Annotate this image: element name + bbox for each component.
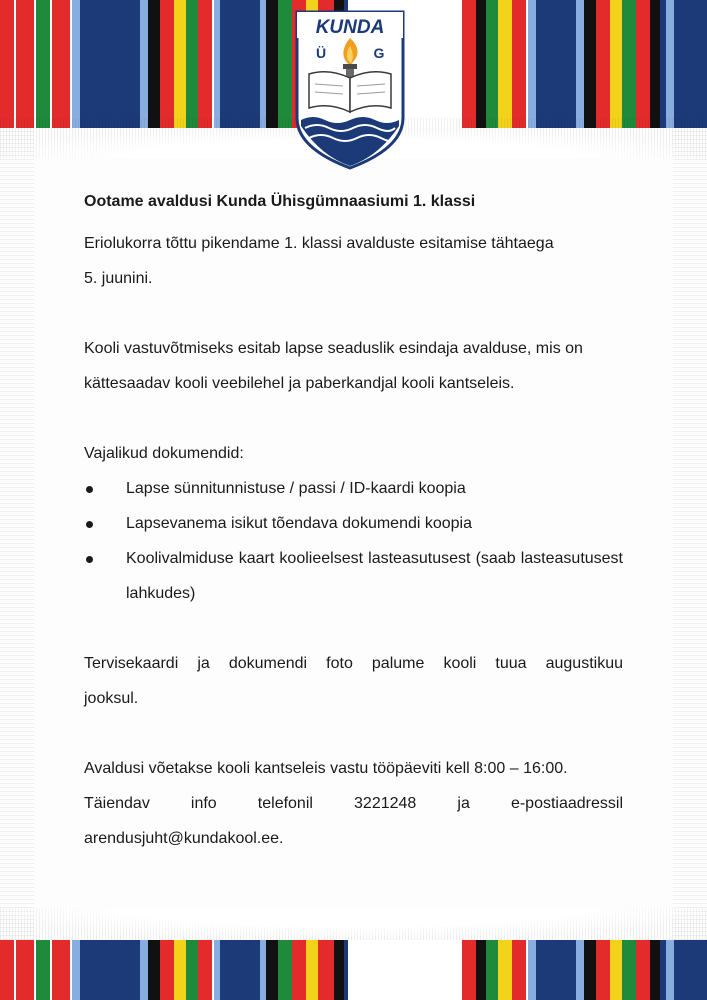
bottom-stripe-border bbox=[0, 940, 707, 1000]
stripe bbox=[160, 0, 174, 128]
stripe bbox=[0, 940, 14, 1000]
intro-line-2: 5. juunini. bbox=[84, 270, 153, 287]
stripe bbox=[80, 940, 140, 1000]
water-waves-icon bbox=[301, 117, 399, 166]
school-crest-logo bbox=[293, 8, 407, 170]
stripe bbox=[36, 940, 50, 1000]
stripe bbox=[636, 0, 650, 128]
list-item-text: Lapsevanema isikut tõendava dokumendi koopia bbox=[126, 515, 473, 532]
stripe bbox=[536, 0, 576, 128]
stripe bbox=[36, 0, 50, 128]
intro-line-1: Eriolukorra tõttu pikendame 1. klassi avalduste esitamise tähtaega bbox=[84, 235, 554, 252]
stripe bbox=[80, 0, 140, 128]
stripe bbox=[650, 0, 660, 128]
stripe bbox=[536, 940, 576, 1000]
intro-paragraph bbox=[84, 226, 623, 296]
health-paragraph bbox=[84, 646, 623, 716]
right-speckle-edge bbox=[673, 130, 707, 940]
crest-letter-u: Ü bbox=[315, 45, 327, 61]
stripe bbox=[462, 940, 476, 1000]
stripe bbox=[266, 0, 278, 128]
admission-paragraph bbox=[84, 331, 623, 401]
stripe bbox=[674, 0, 707, 128]
list-item-text: Koolivalmiduse kaart koolieelsest lasteasutusest (saab lasteasutusest lahkudes) bbox=[126, 550, 623, 602]
admission-line-2: kättesaadav kooli veebilehel ja paberkandjal kooli kantseleis. bbox=[84, 375, 515, 392]
stripe bbox=[622, 0, 636, 128]
stripe bbox=[52, 940, 70, 1000]
stripe bbox=[72, 0, 80, 128]
contact-line-1: Avaldusi võetakse kooli kantseleis vastu tööpäeviti kell 8:00 – 16:00. bbox=[84, 760, 568, 777]
stripe bbox=[622, 940, 636, 1000]
documents-list bbox=[84, 471, 623, 611]
stripe bbox=[174, 0, 186, 128]
list-item bbox=[84, 541, 623, 611]
announcement-body bbox=[84, 190, 623, 856]
health-line-1: Tervisekaardi ja dokumendi foto palume kooli tuua augustikuu bbox=[84, 655, 623, 672]
crest-name: KUNDA bbox=[315, 17, 385, 38]
contact-paragraph bbox=[84, 751, 623, 856]
bullet-icon bbox=[86, 486, 93, 493]
stripe bbox=[462, 0, 476, 128]
stripe bbox=[528, 940, 536, 1000]
health-line-2: jooksul. bbox=[84, 690, 139, 707]
stripe bbox=[596, 940, 610, 1000]
admission-line-1: Kooli vastuvõtmiseks esitab lapse seaduslik esindaja avalduse, mis on bbox=[84, 340, 583, 357]
stripe bbox=[220, 940, 260, 1000]
stripe bbox=[220, 0, 260, 128]
stripe bbox=[278, 940, 292, 1000]
stripe bbox=[476, 940, 486, 1000]
stripe bbox=[610, 0, 622, 128]
stripe bbox=[306, 940, 318, 1000]
stripe bbox=[666, 0, 674, 128]
stripe bbox=[476, 0, 486, 128]
stripe bbox=[292, 940, 306, 1000]
documents-heading: Vajalikud dokumendid: bbox=[84, 445, 244, 462]
stripe bbox=[498, 940, 512, 1000]
stripe bbox=[348, 940, 462, 1000]
stripe bbox=[584, 940, 596, 1000]
crest-letter-g: G bbox=[373, 45, 385, 61]
stripe bbox=[72, 940, 80, 1000]
stripe bbox=[528, 0, 536, 128]
stripe bbox=[498, 0, 512, 128]
stripe bbox=[160, 940, 174, 1000]
list-item bbox=[84, 471, 623, 506]
stripe bbox=[636, 940, 650, 1000]
page-title: Ootame avaldusi Kunda Ühisgümnaasiumi 1. klassi bbox=[84, 193, 476, 210]
contact-line-2: Täiendav info telefonil 3221248 ja e-postiaadressil bbox=[84, 795, 623, 812]
stripe bbox=[512, 940, 526, 1000]
stripe bbox=[186, 940, 198, 1000]
bullet-icon bbox=[86, 521, 93, 528]
stripe bbox=[16, 0, 34, 128]
stripe bbox=[486, 940, 498, 1000]
stripe bbox=[198, 940, 212, 1000]
stripe bbox=[596, 0, 610, 128]
stripe bbox=[674, 940, 707, 1000]
stripe bbox=[576, 0, 584, 128]
stripe bbox=[140, 0, 148, 128]
stripe bbox=[334, 940, 344, 1000]
stripe bbox=[16, 940, 34, 1000]
stripe bbox=[318, 940, 334, 1000]
stripe bbox=[666, 940, 674, 1000]
stripe bbox=[0, 0, 14, 128]
open-book-icon bbox=[309, 72, 391, 112]
stripe bbox=[576, 940, 584, 1000]
stripe bbox=[148, 0, 160, 128]
stripe bbox=[198, 0, 212, 128]
stripe bbox=[512, 0, 526, 128]
stripe bbox=[650, 940, 660, 1000]
stripe bbox=[584, 0, 596, 128]
stripe bbox=[486, 0, 498, 128]
bullet-icon bbox=[86, 556, 93, 563]
stripe bbox=[278, 0, 292, 128]
list-item bbox=[84, 506, 623, 541]
stripe bbox=[148, 940, 160, 1000]
stripe bbox=[186, 0, 198, 128]
stripe bbox=[52, 0, 70, 128]
left-speckle-edge bbox=[0, 130, 34, 940]
list-item-text: Lapse sünnitunnistuse / passi / ID-kaardi koopia bbox=[126, 480, 466, 497]
stripe bbox=[140, 940, 148, 1000]
stripe bbox=[266, 940, 278, 1000]
contact-email: arendusjuht@kundakool.ee. bbox=[84, 830, 284, 847]
stripe bbox=[610, 940, 622, 1000]
stripe bbox=[174, 940, 186, 1000]
